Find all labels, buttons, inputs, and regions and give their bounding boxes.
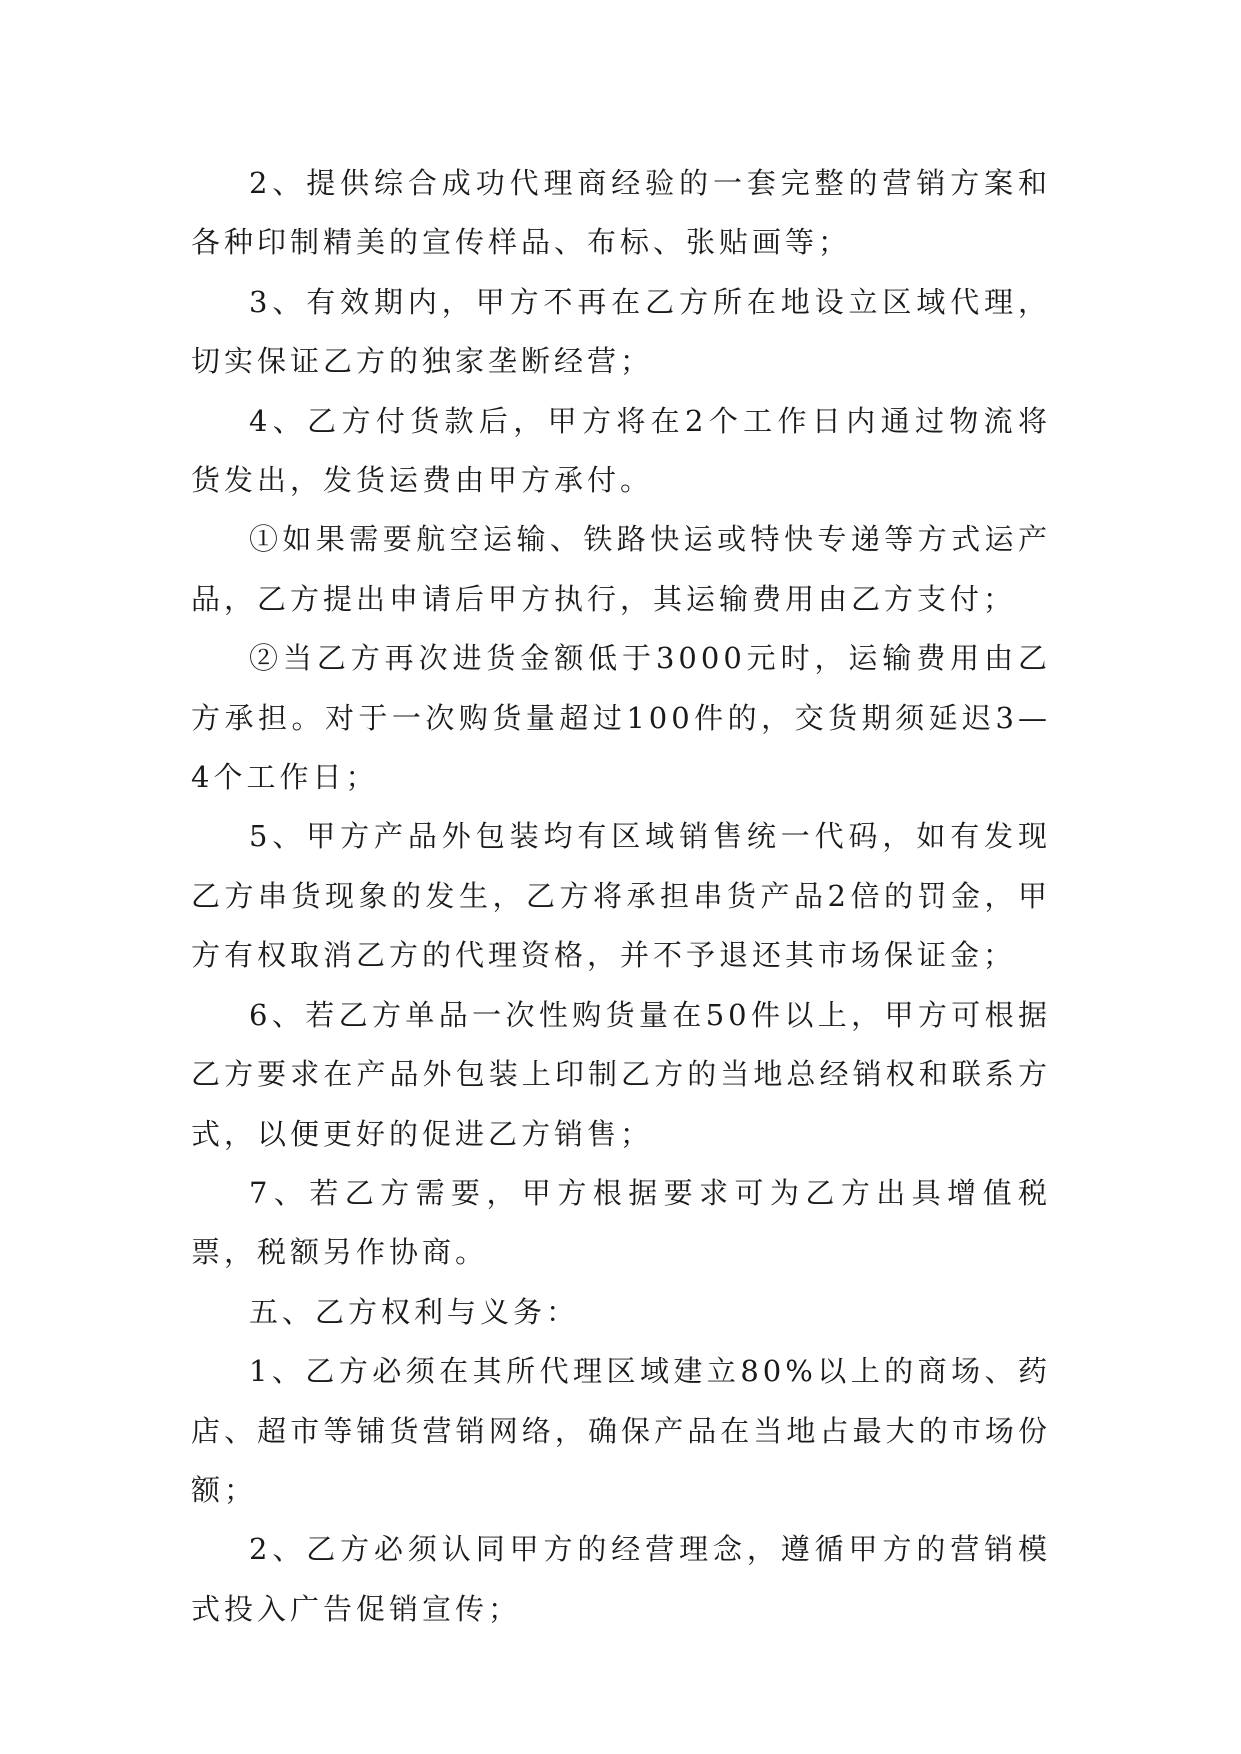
- paragraph-section5-item-1: 1、乙方必须在其所代理区域建立80%以上的商场、药店、超市等铺货营销网络，确保产品在当地占最大的市场份额；: [191, 1354, 1051, 1507]
- section-heading: 五、乙方权利与义务：: [249, 1294, 580, 1329]
- paragraph-subitem-1: ①如果需要航空运输、铁路快运或特快专递等方式运产品，乙方提出申请后甲方执行，其运输费用由乙方支付；: [191, 522, 1051, 616]
- paragraph-item-7: 7、若乙方需要，甲方根据要求可为乙方出具增值税票，税额另作协商。: [191, 1175, 1051, 1270]
- paragraph-section5-item-2: 2、乙方必须认同甲方的经营理念，遵循甲方的营销模式投入广告促销宣传；: [191, 1532, 1051, 1626]
- paragraph-item-5: 5、甲方产品外包装均有区域销售统一代码，如有发现乙方串货现象的发生，乙方将承担串货产品2倍的罚金，甲方有权取消乙方的代理资格，并不予退还其市场保证金；: [191, 819, 1051, 973]
- document-body: [191, 154, 1051, 1639]
- paragraph-item-4: 4、乙方付货款后，甲方将在2个工作日内通过物流将货发出，发货运费由甲方承付。: [191, 403, 1051, 498]
- paragraph-subitem-2: ②当乙方再次进货金额低于3000元时，运输费用由乙方承担。对于一次购货量超过100件的，交货期须延迟3—4个工作日；: [191, 641, 1051, 795]
- paragraph-item-2: 2、提供综合成功代理商经验的一套完整的营销方案和各种印制精美的宣传样品、布标、张贴画等；: [191, 166, 1051, 260]
- paragraph-item-6: 6、若乙方单品一次性购货量在50件以上，甲方可根据乙方要求在产品外包装上印制乙方的当地总经销权和联系方式，以便更好的促进乙方销售；: [191, 997, 1051, 1151]
- paragraph-item-3: 3、有效期内，甲方不再在乙方所在地设立区域代理，切实保证乙方的独家垄断经营；: [191, 284, 1051, 379]
